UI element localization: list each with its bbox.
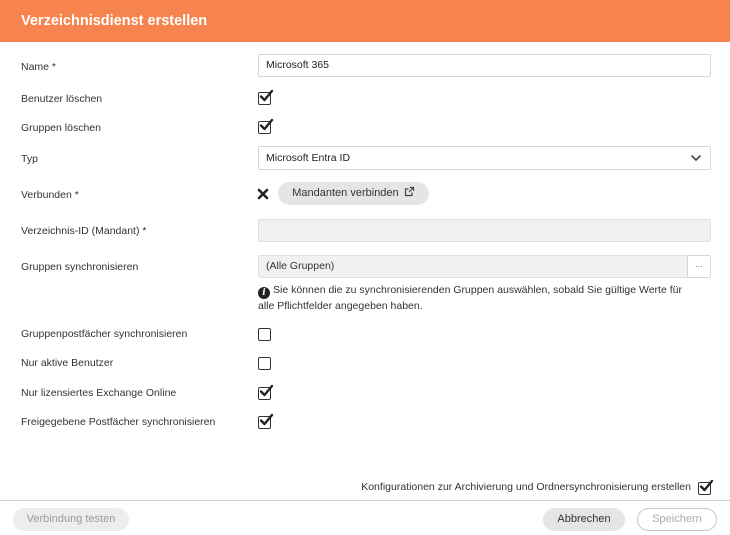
cancel-button[interactable]: Abbrechen: [543, 508, 625, 531]
sync-shared-mailboxes-checkbox[interactable]: [258, 416, 271, 429]
connect-tenant-label: Mandanten verbinden: [292, 187, 399, 199]
type-select[interactable]: [258, 146, 711, 170]
name-label: Name *: [21, 61, 57, 73]
external-link-icon: [404, 186, 415, 197]
only-licensed-exchange-label: Nur lizensiertes Exchange Online: [21, 387, 177, 399]
dialog-title: Verzeichnisdienst erstellen: [21, 13, 208, 29]
only-active-users-checkbox[interactable]: [258, 357, 271, 370]
checkmark-icon: [258, 118, 273, 133]
delete-users-label: Benutzer löschen: [21, 93, 103, 105]
delete-groups-checkbox[interactable]: [258, 121, 271, 134]
sync-groups-info-text: Sie können die zu synchronisierenden Gruppen auswählen, sobald Sie gültige Werte für alle Pflichtfelder angegeben haben.: [258, 284, 682, 312]
only-active-users-label: Nur aktive Benutzer: [21, 357, 114, 369]
archive-config-checkbox[interactable]: [698, 482, 711, 495]
browse-groups-button[interactable]: ...: [687, 255, 711, 278]
delete-users-checkbox[interactable]: [258, 92, 271, 105]
sync-group-mailboxes-checkbox[interactable]: [258, 328, 271, 341]
directory-id-input[interactable]: [258, 219, 711, 242]
sync-groups-label: Gruppen synchronisieren: [21, 261, 139, 273]
archive-config-label: Konfigurationen zur Archivierung und Ordnersynchronisierung erstellen: [361, 481, 691, 493]
connected-label: Verbunden *: [21, 189, 79, 201]
checkmark-icon: [258, 89, 273, 104]
type-selected-value: Microsoft Entra ID: [266, 152, 351, 164]
save-button[interactable]: Speichern: [637, 508, 717, 531]
cross-icon: [257, 188, 269, 200]
test-connection-button[interactable]: Verbindung testen: [13, 508, 129, 531]
checkmark-icon: [258, 413, 273, 428]
only-licensed-exchange-checkbox[interactable]: [258, 387, 271, 400]
dialog-header: [0, 0, 730, 42]
archive-config-row: [351, 481, 711, 495]
sync-shared-mailboxes-label: Freigegebene Postfächer synchronisieren: [21, 416, 216, 428]
chevron-down-icon: [690, 154, 702, 162]
type-label: Typ: [21, 153, 38, 165]
directory-id-label: Verzeichnis-ID (Mandant) *: [21, 225, 147, 237]
info-icon: i: [258, 287, 270, 299]
checkmark-icon: [698, 479, 713, 494]
checkmark-icon: [258, 384, 273, 399]
delete-groups-label: Gruppen löschen: [21, 122, 101, 134]
connect-tenant-button[interactable]: [278, 182, 429, 205]
name-input[interactable]: Microsoft 365: [258, 54, 711, 77]
dialog-footer: [0, 500, 730, 535]
sync-group-mailboxes-label: Gruppenpostfächer synchronisieren: [21, 328, 188, 340]
sync-groups-info: [258, 283, 698, 314]
sync-groups-field: (Alle Gruppen): [258, 255, 688, 278]
